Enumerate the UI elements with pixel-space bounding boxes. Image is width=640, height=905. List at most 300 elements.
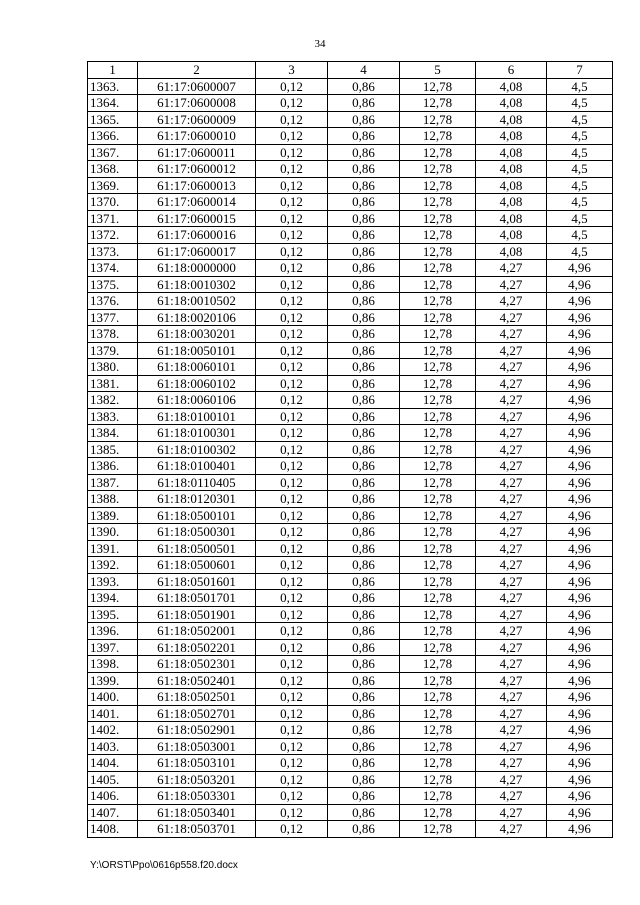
- table-row: [88, 623, 613, 640]
- table-cell: 1401.: [88, 705, 138, 722]
- table-cell: 4,5: [547, 210, 613, 227]
- table-cell: 0,12: [256, 243, 328, 260]
- table-cell: 0,86: [328, 128, 400, 145]
- table-row: [88, 342, 613, 359]
- table-cell: 0,12: [256, 144, 328, 161]
- table-cell: 61:18:0000000: [138, 260, 256, 277]
- table-row: [88, 243, 613, 260]
- table-cell: 1363.: [88, 78, 138, 95]
- table-cell: 1390.: [88, 524, 138, 541]
- table-cell: 4,27: [476, 590, 547, 607]
- table-cell: 4,27: [476, 738, 547, 755]
- table-cell: 0,12: [256, 705, 328, 722]
- table-cell: 12,78: [400, 243, 476, 260]
- table-cell: 61:18:0502901: [138, 722, 256, 739]
- table-cell: 4,27: [476, 458, 547, 475]
- table-cell: 4,96: [547, 342, 613, 359]
- table-cell: 61:18:0503001: [138, 738, 256, 755]
- table-cell: 1365.: [88, 111, 138, 128]
- table-cell: 61:17:0600008: [138, 95, 256, 112]
- table-row: [88, 392, 613, 409]
- table-cell: 12,78: [400, 722, 476, 739]
- table-cell: 4,5: [547, 144, 613, 161]
- table-row: [88, 441, 613, 458]
- table-cell: 61:18:0100301: [138, 425, 256, 442]
- table-cell: 12,78: [400, 342, 476, 359]
- table-cell: 12,78: [400, 441, 476, 458]
- table-cell: 4,5: [547, 111, 613, 128]
- table-cell: 0,12: [256, 194, 328, 211]
- table-cell: 4,96: [547, 689, 613, 706]
- table-cell: 1387.: [88, 474, 138, 491]
- table-cell: 12,78: [400, 656, 476, 673]
- table-cell: 0,86: [328, 260, 400, 277]
- table-cell: 0,86: [328, 408, 400, 425]
- table-cell: 1406.: [88, 788, 138, 805]
- table-body: [88, 78, 613, 837]
- table-cell: 4,27: [476, 821, 547, 838]
- table-cell: 1370.: [88, 194, 138, 211]
- table-cell: 0,86: [328, 524, 400, 541]
- table-cell: 0,12: [256, 524, 328, 541]
- table-cell: 0,86: [328, 639, 400, 656]
- table-cell: 1381.: [88, 375, 138, 392]
- table-row: [88, 491, 613, 508]
- table-cell: 1389.: [88, 507, 138, 524]
- table-row: [88, 540, 613, 557]
- table-cell: 61:18:0020106: [138, 309, 256, 326]
- table-cell: 0,86: [328, 771, 400, 788]
- table-cell: 12,78: [400, 293, 476, 310]
- table-cell: 12,78: [400, 392, 476, 409]
- table-cell: 0,86: [328, 375, 400, 392]
- table-cell: 0,12: [256, 425, 328, 442]
- table-cell: 1364.: [88, 95, 138, 112]
- table-cell: 0,86: [328, 342, 400, 359]
- table-cell: 61:18:0502001: [138, 623, 256, 640]
- table-cell: 4,27: [476, 623, 547, 640]
- table-cell: 12,78: [400, 309, 476, 326]
- table-cell: 4,5: [547, 227, 613, 244]
- table-cell: 61:18:0050101: [138, 342, 256, 359]
- table-cell: 12,78: [400, 590, 476, 607]
- table-cell: 4,27: [476, 656, 547, 673]
- table-cell: 0,12: [256, 78, 328, 95]
- table-row: [88, 606, 613, 623]
- table-cell: 61:18:0503301: [138, 788, 256, 805]
- table-cell: 12,78: [400, 194, 476, 211]
- table-cell: 0,12: [256, 656, 328, 673]
- table-cell: 0,12: [256, 590, 328, 607]
- file-path-footer: Y:\ORST\Ppo\0616p558.f20.docx: [90, 860, 238, 871]
- table-cell: 1380.: [88, 359, 138, 376]
- table-row: [88, 359, 613, 376]
- table-cell: 12,78: [400, 672, 476, 689]
- table-cell: 0,12: [256, 672, 328, 689]
- table-cell: 12,78: [400, 606, 476, 623]
- table-cell: 12,78: [400, 375, 476, 392]
- table-cell: 4,27: [476, 705, 547, 722]
- table-cell: 0,86: [328, 78, 400, 95]
- table-cell: 61:18:0502301: [138, 656, 256, 673]
- table-cell: 4,96: [547, 557, 613, 574]
- table-cell: 12,78: [400, 359, 476, 376]
- table-cell: 0,12: [256, 639, 328, 656]
- table-cell: 12,78: [400, 804, 476, 821]
- table-row: [88, 524, 613, 541]
- column-header: 3: [256, 62, 328, 79]
- table-cell: 0,12: [256, 227, 328, 244]
- table-cell: 0,86: [328, 573, 400, 590]
- table-cell: 4,08: [476, 111, 547, 128]
- table-cell: 1388.: [88, 491, 138, 508]
- table-row: [88, 705, 613, 722]
- table-cell: 1405.: [88, 771, 138, 788]
- table-cell: 61:17:0600017: [138, 243, 256, 260]
- table-cell: 0,12: [256, 771, 328, 788]
- table-cell: 12,78: [400, 821, 476, 838]
- table-cell: 0,86: [328, 606, 400, 623]
- table-cell: 0,86: [328, 755, 400, 772]
- table-row: [88, 821, 613, 838]
- table-cell: 61:18:0502401: [138, 672, 256, 689]
- table-row: [88, 771, 613, 788]
- table-row: [88, 95, 613, 112]
- table-cell: 12,78: [400, 227, 476, 244]
- table-cell: 4,96: [547, 276, 613, 293]
- table-cell: 0,12: [256, 276, 328, 293]
- table-cell: 0,12: [256, 507, 328, 524]
- table-cell: 1393.: [88, 573, 138, 590]
- table-cell: 61:18:0500501: [138, 540, 256, 557]
- table-row: [88, 722, 613, 739]
- table-cell: 1385.: [88, 441, 138, 458]
- table-cell: 0,12: [256, 623, 328, 640]
- table-cell: 12,78: [400, 573, 476, 590]
- table-row: [88, 458, 613, 475]
- table-cell: 4,27: [476, 408, 547, 425]
- table-cell: 0,12: [256, 722, 328, 739]
- table-cell: 4,27: [476, 260, 547, 277]
- table-cell: 4,08: [476, 177, 547, 194]
- table-cell: 0,86: [328, 507, 400, 524]
- page-number: 34: [314, 38, 326, 50]
- table-cell: 4,5: [547, 161, 613, 178]
- table-cell: 12,78: [400, 491, 476, 508]
- table-cell: 4,96: [547, 491, 613, 508]
- table-cell: 4,27: [476, 788, 547, 805]
- table-cell: 0,86: [328, 441, 400, 458]
- table-cell: 0,86: [328, 738, 400, 755]
- table-row: [88, 474, 613, 491]
- column-header: 7: [547, 62, 613, 79]
- table-row: [88, 227, 613, 244]
- table-cell: 12,78: [400, 177, 476, 194]
- table-cell: 4,96: [547, 672, 613, 689]
- table-row: [88, 689, 613, 706]
- table-cell: 61:17:0600015: [138, 210, 256, 227]
- table-cell: 0,12: [256, 491, 328, 508]
- table-cell: 61:18:0060101: [138, 359, 256, 376]
- table-cell: 61:17:0600016: [138, 227, 256, 244]
- table-cell: 4,5: [547, 194, 613, 211]
- table-cell: 4,27: [476, 606, 547, 623]
- table-cell: 12,78: [400, 689, 476, 706]
- table-cell: 0,12: [256, 161, 328, 178]
- table-cell: 4,96: [547, 375, 613, 392]
- table-row: [88, 738, 613, 755]
- table-cell: 0,86: [328, 458, 400, 475]
- table-cell: 1375.: [88, 276, 138, 293]
- table-cell: 4,96: [547, 788, 613, 805]
- table-cell: 12,78: [400, 408, 476, 425]
- table-cell: 4,96: [547, 458, 613, 475]
- table-row: [88, 672, 613, 689]
- table-row: [88, 128, 613, 145]
- table-cell: 61:17:0600010: [138, 128, 256, 145]
- table-cell: 4,27: [476, 491, 547, 508]
- table-cell: 61:18:0030201: [138, 326, 256, 343]
- table-cell: 0,86: [328, 705, 400, 722]
- table-row: [88, 161, 613, 178]
- table-row: [88, 590, 613, 607]
- table-cell: 0,12: [256, 95, 328, 112]
- table-row: [88, 507, 613, 524]
- table-cell: 1368.: [88, 161, 138, 178]
- table-row: [88, 260, 613, 277]
- table-cell: 1372.: [88, 227, 138, 244]
- table-cell: 1394.: [88, 590, 138, 607]
- table-cell: 4,27: [476, 507, 547, 524]
- table-cell: 1379.: [88, 342, 138, 359]
- table-cell: 0,12: [256, 573, 328, 590]
- table-cell: 0,12: [256, 441, 328, 458]
- table-cell: 4,27: [476, 425, 547, 442]
- table-row: [88, 210, 613, 227]
- table-cell: 4,08: [476, 194, 547, 211]
- table-cell: 0,86: [328, 276, 400, 293]
- table-cell: 4,96: [547, 821, 613, 838]
- table-cell: 12,78: [400, 507, 476, 524]
- table-cell: 4,96: [547, 425, 613, 442]
- table-cell: 61:18:0500101: [138, 507, 256, 524]
- table-cell: 4,27: [476, 441, 547, 458]
- table-cell: 61:18:0100401: [138, 458, 256, 475]
- table-cell: 4,27: [476, 474, 547, 491]
- table-cell: 4,96: [547, 392, 613, 409]
- table-cell: 0,12: [256, 342, 328, 359]
- table-cell: 61:18:0503101: [138, 755, 256, 772]
- table-cell: 1378.: [88, 326, 138, 343]
- table-cell: 61:18:0501701: [138, 590, 256, 607]
- table-cell: 1377.: [88, 309, 138, 326]
- table-cell: 0,86: [328, 392, 400, 409]
- table-cell: 0,86: [328, 821, 400, 838]
- table-cell: 1367.: [88, 144, 138, 161]
- table-cell: 0,86: [328, 590, 400, 607]
- table-cell: 0,12: [256, 557, 328, 574]
- table-cell: 4,27: [476, 557, 547, 574]
- table-cell: 4,08: [476, 227, 547, 244]
- table-cell: 4,08: [476, 243, 547, 260]
- table-cell: 4,96: [547, 573, 613, 590]
- table-row: [88, 375, 613, 392]
- table-cell: 0,86: [328, 656, 400, 673]
- table-cell: 61:18:0502201: [138, 639, 256, 656]
- table-cell: 1402.: [88, 722, 138, 739]
- table-cell: 4,27: [476, 639, 547, 656]
- table-cell: 1396.: [88, 623, 138, 640]
- table-cell: 12,78: [400, 161, 476, 178]
- table-cell: 4,96: [547, 359, 613, 376]
- table-cell: 0,12: [256, 309, 328, 326]
- table-cell: 1373.: [88, 243, 138, 260]
- table-cell: 4,27: [476, 573, 547, 590]
- table-cell: 12,78: [400, 738, 476, 755]
- table-cell: 61:18:0010302: [138, 276, 256, 293]
- table-cell: 4,27: [476, 540, 547, 557]
- table-cell: 4,5: [547, 177, 613, 194]
- table-cell: 1399.: [88, 672, 138, 689]
- table-cell: 0,12: [256, 111, 328, 128]
- table-cell: 0,86: [328, 144, 400, 161]
- table-cell: 4,96: [547, 524, 613, 541]
- table-cell: 4,96: [547, 260, 613, 277]
- table-cell: 0,12: [256, 540, 328, 557]
- table-cell: 4,5: [547, 243, 613, 260]
- table-cell: 4,08: [476, 161, 547, 178]
- table-cell: 12,78: [400, 474, 476, 491]
- table-cell: 0,86: [328, 540, 400, 557]
- table-cell: 4,96: [547, 755, 613, 772]
- table-cell: 61:18:0010502: [138, 293, 256, 310]
- table-cell: 1392.: [88, 557, 138, 574]
- table-cell: 61:18:0501901: [138, 606, 256, 623]
- table-cell: 4,96: [547, 326, 613, 343]
- table-cell: 1382.: [88, 392, 138, 409]
- table-cell: 1371.: [88, 210, 138, 227]
- table-cell: 4,27: [476, 293, 547, 310]
- column-header: 4: [328, 62, 400, 79]
- table-cell: 0,12: [256, 821, 328, 838]
- table-cell: 12,78: [400, 705, 476, 722]
- table-cell: 12,78: [400, 111, 476, 128]
- table-cell: 4,96: [547, 623, 613, 640]
- table-cell: 12,78: [400, 95, 476, 112]
- table-cell: 0,12: [256, 755, 328, 772]
- table-cell: 4,27: [476, 689, 547, 706]
- table-cell: 0,12: [256, 210, 328, 227]
- table-cell: 0,12: [256, 804, 328, 821]
- table-cell: 0,86: [328, 425, 400, 442]
- table-cell: 0,86: [328, 210, 400, 227]
- table-cell: 12,78: [400, 771, 476, 788]
- table-cell: 0,86: [328, 359, 400, 376]
- table-cell: 4,27: [476, 375, 547, 392]
- table-row: [88, 788, 613, 805]
- data-table: [87, 61, 613, 838]
- table-cell: 0,12: [256, 408, 328, 425]
- table-cell: 4,96: [547, 540, 613, 557]
- table-cell: 4,27: [476, 804, 547, 821]
- table-cell: 0,86: [328, 161, 400, 178]
- table-cell: 4,96: [547, 738, 613, 755]
- table-cell: 0,86: [328, 194, 400, 211]
- table-cell: 12,78: [400, 425, 476, 442]
- table-cell: 12,78: [400, 557, 476, 574]
- table-cell: 61:17:0600013: [138, 177, 256, 194]
- table-cell: 0,12: [256, 474, 328, 491]
- table-row: [88, 557, 613, 574]
- table-cell: 0,86: [328, 722, 400, 739]
- table-cell: 61:18:0120301: [138, 491, 256, 508]
- table-cell: 0,12: [256, 177, 328, 194]
- table-cell: 1404.: [88, 755, 138, 772]
- table-cell: 61:18:0110405: [138, 474, 256, 491]
- table-cell: 4,27: [476, 392, 547, 409]
- table-row: [88, 656, 613, 673]
- table-cell: 61:18:0500301: [138, 524, 256, 541]
- table-cell: 1397.: [88, 639, 138, 656]
- header-row: [88, 62, 613, 79]
- table-cell: 4,96: [547, 639, 613, 656]
- table-cell: 61:17:0600009: [138, 111, 256, 128]
- column-header: 1: [88, 62, 138, 79]
- table-cell: 0,86: [328, 111, 400, 128]
- table-cell: 4,27: [476, 672, 547, 689]
- table-row: [88, 639, 613, 656]
- table-cell: 61:18:0100302: [138, 441, 256, 458]
- table-cell: 0,86: [328, 672, 400, 689]
- table-cell: 4,27: [476, 722, 547, 739]
- table-cell: 0,12: [256, 326, 328, 343]
- table-row: [88, 804, 613, 821]
- table-cell: 4,96: [547, 705, 613, 722]
- table-cell: 4,5: [547, 78, 613, 95]
- table-cell: 4,27: [476, 359, 547, 376]
- table-cell: 1366.: [88, 128, 138, 145]
- table-cell: 4,27: [476, 342, 547, 359]
- table-row: [88, 177, 613, 194]
- table-row: [88, 755, 613, 772]
- table-cell: 4,27: [476, 524, 547, 541]
- table-cell: 61:18:0500601: [138, 557, 256, 574]
- table-cell: 1383.: [88, 408, 138, 425]
- table-cell: 61:18:0503401: [138, 804, 256, 821]
- table-cell: 12,78: [400, 326, 476, 343]
- table-cell: 12,78: [400, 623, 476, 640]
- table-cell: 4,08: [476, 210, 547, 227]
- table-cell: 0,12: [256, 788, 328, 805]
- table-cell: 61:18:0060102: [138, 375, 256, 392]
- table-row: [88, 326, 613, 343]
- table-cell: 0,12: [256, 606, 328, 623]
- table-row: [88, 408, 613, 425]
- table-cell: 0,86: [328, 474, 400, 491]
- table-cell: 0,86: [328, 326, 400, 343]
- column-header: 5: [400, 62, 476, 79]
- table-cell: 0,12: [256, 260, 328, 277]
- table-cell: 12,78: [400, 524, 476, 541]
- table-cell: 0,86: [328, 689, 400, 706]
- table-cell: 0,12: [256, 689, 328, 706]
- table-cell: 0,86: [328, 293, 400, 310]
- table-cell: 61:17:0600012: [138, 161, 256, 178]
- table-cell: 61:18:0501601: [138, 573, 256, 590]
- table-cell: 12,78: [400, 210, 476, 227]
- table-cell: 12,78: [400, 260, 476, 277]
- table-cell: 0,12: [256, 458, 328, 475]
